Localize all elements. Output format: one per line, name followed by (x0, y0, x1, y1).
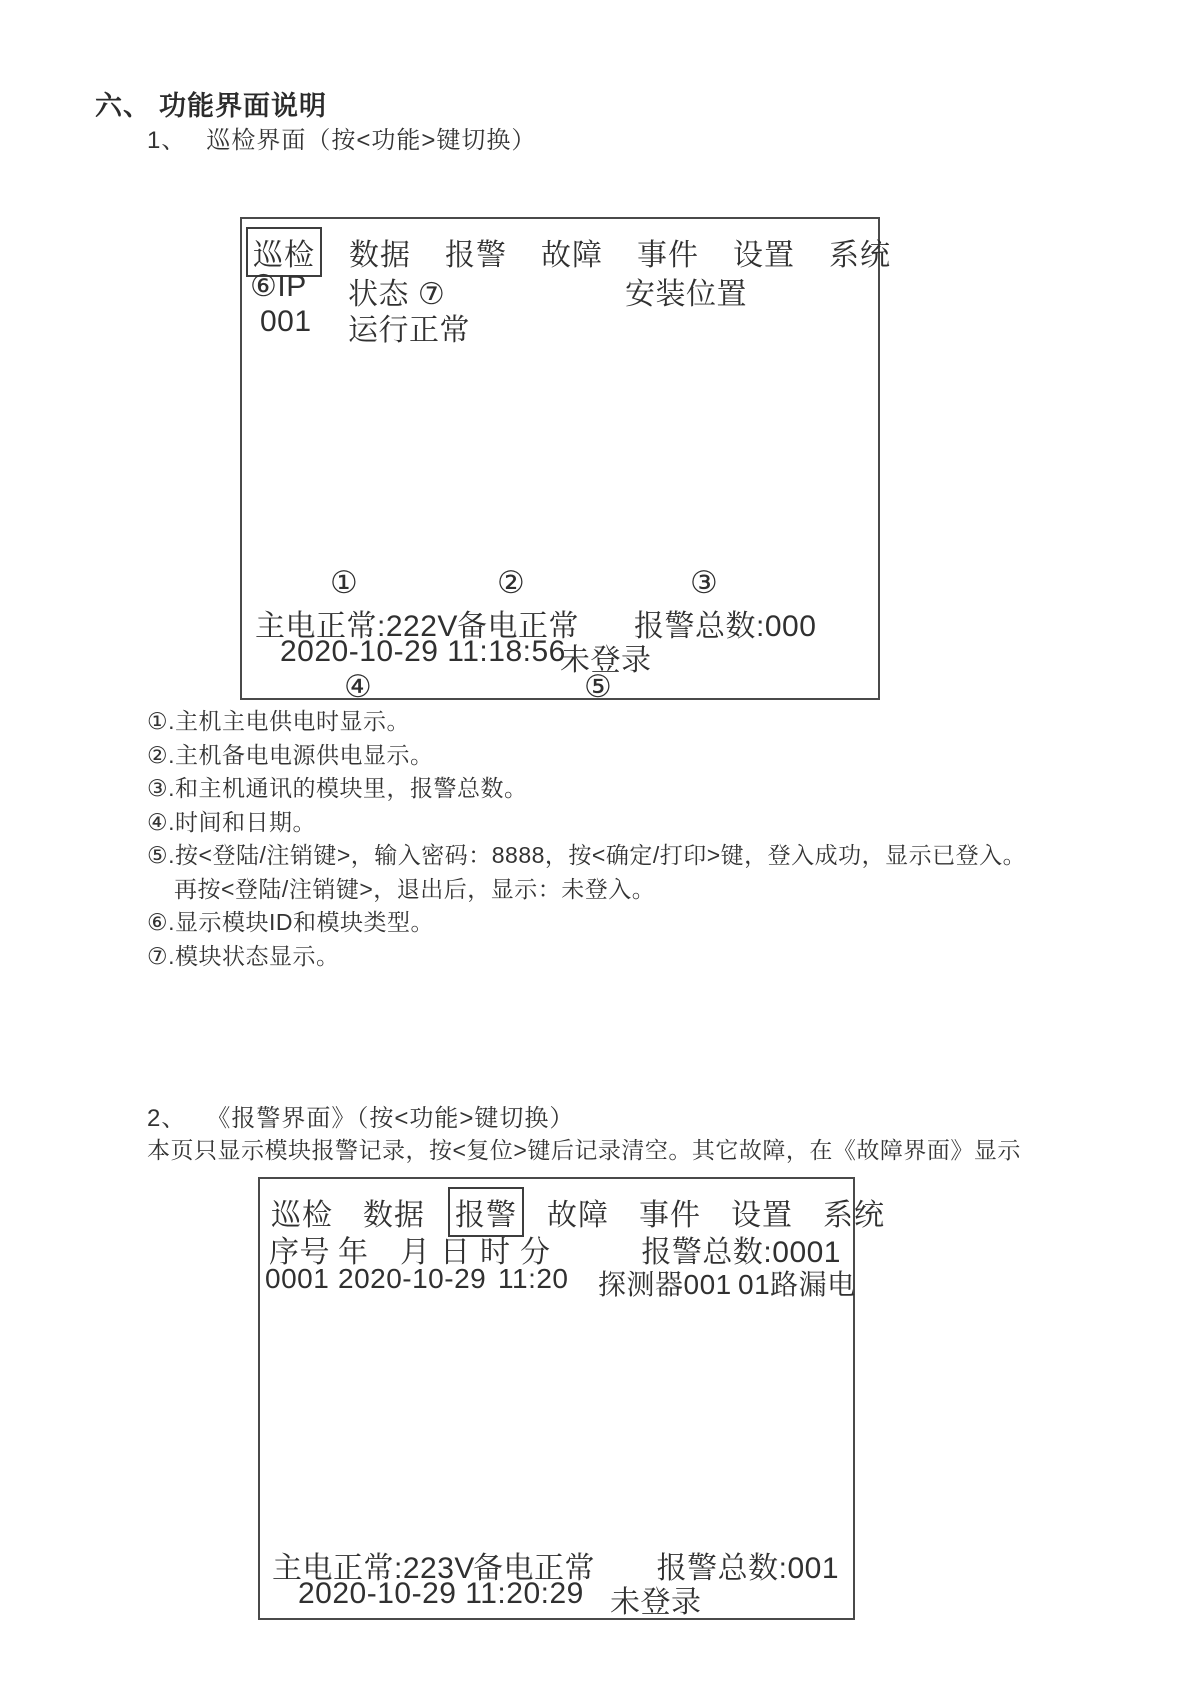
tab-settings: 设置 (731, 1199, 793, 1232)
note-7: ⑦.模块状态显示。 (147, 942, 340, 969)
record-time: 11:20 (498, 1263, 569, 1294)
tab-fault: 故障 (541, 239, 603, 272)
note-6: ⑥.显示模块ID和模块类型。 (147, 909, 435, 935)
item2-description: 本页只显示模块报警记录，按<复位>键后记录清空。其它故障，在《故障界面》显示 (147, 1137, 1021, 1163)
item1-number: 1、 (147, 127, 187, 154)
item2-heading (147, 1098, 574, 1133)
note-3: ③.和主机通讯的模块里，报警总数。 (147, 775, 528, 801)
column-header-seq: 序号 (269, 1236, 330, 1269)
record-event: 01路漏电 (738, 1269, 856, 1300)
tab-patrol: 巡检 (271, 1199, 333, 1232)
menu-tab-bar (246, 227, 898, 277)
datetime-value: 2020-10-29 11:20:29 (298, 1577, 584, 1610)
column-header-ip: ⑥IP (250, 270, 307, 303)
backup-power-status: 备电正常 (473, 1552, 595, 1585)
login-status: 未登录 (560, 644, 652, 677)
note-1: ①.主机主电供电时显示。 (147, 708, 411, 734)
main-power-status: 主电正常:222V (255, 610, 458, 643)
tab-system: 系统 (829, 239, 891, 272)
note-2: ②.主机备电电源供电显示。 (147, 741, 434, 768)
record-seq: 0001 (265, 1263, 330, 1294)
tab-event: 事件 (637, 239, 699, 272)
datetime-value: 2020-10-29 11:18:56 (280, 635, 566, 668)
tab-data: 数据 (363, 1199, 425, 1232)
tab-event: 事件 (639, 1199, 701, 1232)
item2-title: 《报警界面》（按<功能>键切换） (206, 1105, 575, 1132)
note-5-continued: 再按<登陆/注销键>，退出后，显示：未登入。 (174, 875, 656, 902)
tab-alarm: 报警 (448, 1187, 524, 1237)
section-heading (95, 84, 327, 123)
column-header-month: 月 (400, 1236, 431, 1269)
tab-fault: 故障 (547, 1199, 609, 1232)
alarm-screen-mockup (258, 1177, 885, 1620)
item1-title: 巡检界面（按<功能>键切换） (206, 127, 537, 154)
backup-power-status: 备电正常 (457, 610, 579, 643)
callout-marker-1: ① (330, 565, 358, 600)
tab-system: 系统 (823, 1199, 885, 1232)
note-5: ⑤.按<登陆/注销键>，输入密码：8888，按<确定/打印>键，登入成功，显示已登入。 (147, 842, 1027, 868)
main-power-status: 主电正常:223V (272, 1552, 475, 1585)
callout-notes-list (147, 705, 1026, 973)
column-header-year: 年 (338, 1236, 369, 1269)
column-header-day: 日 (440, 1236, 471, 1269)
column-header-hour: 时 (480, 1236, 511, 1269)
tab-patrol: 巡检 (246, 227, 322, 277)
tab-alarm: 报警 (445, 239, 507, 272)
login-status: 未登录 (610, 1586, 702, 1619)
item1-heading (147, 120, 536, 155)
patrol-screen-mockup (240, 217, 891, 704)
section-number: 六、 (95, 91, 151, 121)
item2-number: 2、 (147, 1105, 187, 1132)
note-4: ④.时间和日期。 (147, 808, 317, 835)
callout-marker-3: ③ (690, 565, 718, 600)
column-header-status: 状态 ⑦ (348, 278, 446, 311)
section-title: 功能界面说明 (159, 91, 327, 121)
record-device: 探测器001 (598, 1269, 732, 1300)
record-date: 2020-10-29 (338, 1263, 487, 1294)
column-header-location: 安装位置 (625, 278, 747, 311)
callout-marker-2: ② (497, 565, 525, 600)
alarm-total-status: 报警总数:001 (656, 1552, 839, 1585)
callout-marker-4: ④ (344, 669, 372, 704)
tab-settings: 设置 (733, 239, 795, 272)
module-id-value: 001 (260, 305, 312, 338)
alarm-total-status: 报警总数:000 (634, 610, 817, 643)
callout-marker-5: ⑤ (584, 669, 612, 704)
alarm-total-header: 报警总数:0001 (641, 1236, 841, 1269)
module-status-value: 运行正常 (348, 314, 470, 347)
tab-data: 数据 (349, 239, 411, 272)
column-header-minute: 分 (520, 1236, 551, 1269)
